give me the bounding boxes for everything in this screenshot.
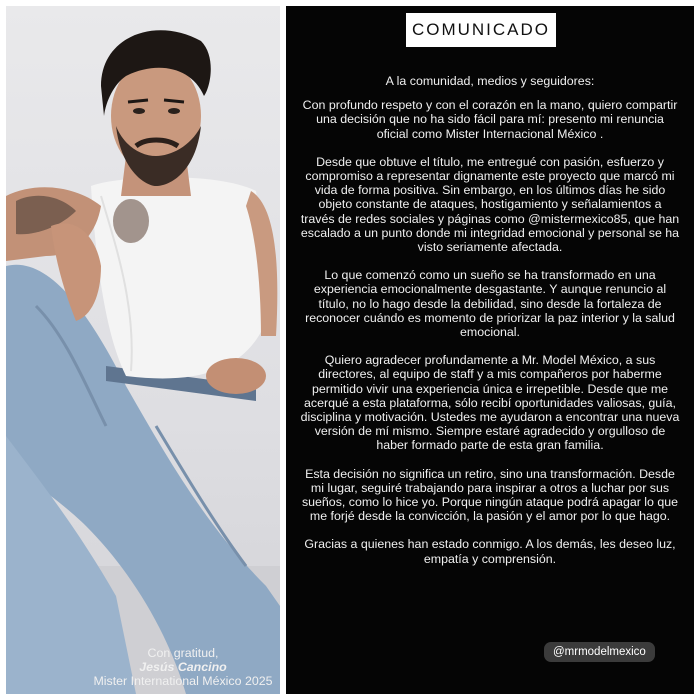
statement-paragraph: Lo que comenzó como un sueño se ha transformado en una experiencia emocionalmente desgastante. Y aunque renuncio al título, no lo hago desde la debilidad, sino desde la fortaleza de reconocer cuándo es momento de priorizar la paz interior y la salud emocional. xyxy=(305,268,675,340)
portrait-illustration xyxy=(6,6,280,694)
portrait-photo xyxy=(6,6,280,694)
statement-paragraph: Desde que obtuve el título, me entregué con pasión, esfuerzo y compromiso a representar dignamente este proyecto que marcó mi vida de forma positiva. Sin embargo, en los últimos días he sido objeto constante de ataques, hostigamiento y señalamientos a través de redes sociales y páginas como @mistermexico85, que han escalado a un punto donde mi integridad emocional y personal se ha visto seriamente afectada. xyxy=(300,154,680,255)
signature-title: Mister International México 2025 xyxy=(93,674,273,688)
statement-title: COMUNICADO xyxy=(406,13,556,47)
statement-panel xyxy=(286,6,694,694)
statement-body xyxy=(300,74,680,580)
signature-name: Jesús Cancino xyxy=(139,660,227,674)
statement-paragraph: Esta decisión no significa un retiro, sino una transformación. Desde mi lugar, seguiré trabajando para inspirar a otros a luchar por sus sueños, como lo hice yo. Porque ningún ataque podrá apagar lo que me forjé desde la convicción, la pasión y el amor por lo que hago. xyxy=(301,466,679,524)
instagram-handle-badge[interactable]: @mrmodelmexico xyxy=(544,642,655,662)
closing-text: Con gratitud, xyxy=(147,646,219,660)
signoff-block xyxy=(60,646,306,688)
statement-greeting: A la comunidad, medios y seguidores: xyxy=(385,74,595,88)
statement-paragraph: Quiero agradecer profundamente a Mr. Model México, a sus directores, al equipo de staff y a mis compañeros por haberme permitido vivir una experiencia única e irrepetible. Desde que me acerqué a esta plataforma, sólo recibí oportunidades valiosas, guía, disciplina y motivación. Ustedes me ayudaron a encontrar una nueva versión de mí mismo. Siempre estaré agradecido y orgulloso de haber formado parte de esta gran familia. xyxy=(300,353,680,453)
statement-paragraph: Gracias a quienes han estado conmigo. A los demás, les deseo luz, empatía y comprensión. xyxy=(304,537,676,566)
statement-paragraph: Con profundo respeto y con el corazón en la mano, quiero compartir una decisión que no ha sido fácil para mí: presento mi renuncia oficial como Mister Internacional México . xyxy=(302,98,678,141)
